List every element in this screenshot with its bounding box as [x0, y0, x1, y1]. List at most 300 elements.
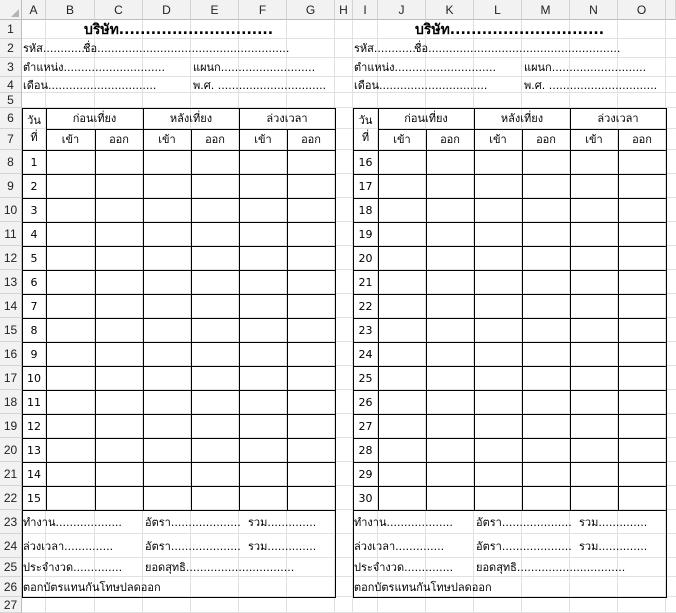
time-entry-cell[interactable] [570, 486, 618, 510]
time-entry-cell[interactable] [378, 366, 426, 390]
time-entry-cell[interactable] [46, 390, 95, 414]
clock-out-header: ออก [440, 133, 460, 146]
time-entry-cell[interactable] [95, 390, 143, 414]
time-entry-cell[interactable] [522, 246, 570, 270]
row-header-18[interactable]: 18 [0, 390, 22, 414]
time-entry-cell[interactable] [46, 438, 95, 462]
table-row-hline [353, 174, 666, 175]
time-entry-cell[interactable] [143, 294, 191, 318]
time-entry-cell[interactable] [474, 366, 522, 390]
time-entry-cell[interactable] [95, 414, 143, 438]
time-entry-cell[interactable] [191, 198, 239, 222]
time-entry-cell[interactable] [95, 174, 143, 198]
row-header-7[interactable]: 7 [0, 129, 22, 150]
department-label: แผนก........................... [193, 61, 316, 74]
overtime-header: ล่วงเวลา [266, 112, 308, 125]
column-header-m[interactable]: M [522, 0, 570, 20]
time-entry-cell[interactable] [474, 414, 522, 438]
table-vline [522, 129, 523, 510]
time-entry-cell[interactable] [474, 390, 522, 414]
day-number: 10 [27, 371, 41, 385]
time-entry-cell[interactable] [191, 414, 239, 438]
time-entry-cell[interactable] [618, 414, 666, 438]
row-header-12[interactable]: 12 [0, 246, 22, 270]
time-entry-cell[interactable] [239, 246, 287, 270]
row-header-23[interactable]: 23 [0, 510, 22, 534]
overtime-rate-label: อัตรา.................... [145, 539, 241, 553]
time-entry-cell[interactable] [474, 246, 522, 270]
time-entry-cell[interactable] [522, 318, 570, 342]
time-entry-cell[interactable] [426, 462, 474, 486]
time-entry-cell[interactable] [191, 222, 239, 246]
day-number: 18 [358, 203, 373, 217]
table-header-bottom [22, 150, 335, 151]
time-entry-cell[interactable] [474, 150, 522, 174]
table-border-bottom [353, 597, 667, 598]
time-entry-cell[interactable] [618, 174, 666, 198]
time-entry-cell[interactable] [95, 222, 143, 246]
overtime-rate-label: อัตรา.................... [476, 539, 572, 553]
time-entry-cell[interactable] [191, 342, 239, 366]
time-entry-cell[interactable] [426, 270, 474, 294]
row-header-6[interactable]: 6 [0, 108, 22, 129]
time-entry-cell[interactable] [46, 462, 95, 486]
time-entry-cell[interactable] [570, 246, 618, 270]
time-entry-cell[interactable] [191, 318, 239, 342]
time-entry-cell[interactable] [522, 150, 570, 174]
day-number: 11 [27, 395, 41, 409]
time-entry-cell[interactable] [239, 294, 287, 318]
afternoon-header: หลังเที่ยง [169, 112, 213, 125]
time-entry-cell[interactable] [570, 366, 618, 390]
table-footer-divider [353, 510, 667, 511]
time-entry-cell[interactable] [618, 222, 666, 246]
time-entry-cell[interactable] [287, 414, 335, 438]
time-entry-cell[interactable] [46, 198, 95, 222]
day-number: 1 [30, 155, 38, 169]
time-entry-cell[interactable] [287, 294, 335, 318]
time-entry-cell[interactable] [143, 246, 191, 270]
time-entry-cell[interactable] [474, 486, 522, 510]
time-entry-cell[interactable] [474, 198, 522, 222]
time-entry-cell[interactable] [287, 174, 335, 198]
time-entry-cell[interactable] [143, 174, 191, 198]
time-entry-cell[interactable] [378, 150, 426, 174]
warning-note: ตอกบัตรแทนกันโทษปลดออก [354, 580, 492, 594]
time-entry-cell[interactable] [378, 486, 426, 510]
time-entry-cell[interactable] [287, 342, 335, 366]
column-header-j[interactable]: J [378, 0, 426, 20]
table-row-hline [353, 390, 666, 391]
row-header-25[interactable]: 25 [0, 558, 22, 577]
table-row-hline [22, 438, 335, 439]
column-header-n[interactable]: N [570, 0, 618, 20]
time-entry-cell[interactable] [287, 198, 335, 222]
time-entry-cell[interactable] [239, 342, 287, 366]
time-entry-cell[interactable] [46, 318, 95, 342]
column-header-d[interactable]: D [143, 0, 191, 20]
time-entry-cell[interactable] [95, 294, 143, 318]
time-entry-cell[interactable] [95, 486, 143, 510]
day-header-2: ที่ [30, 131, 38, 144]
row-header-1[interactable]: 1 [0, 20, 22, 39]
table-row-hline [353, 462, 666, 463]
time-entry-cell[interactable] [426, 414, 474, 438]
row-header-4[interactable]: 4 [0, 77, 22, 93]
clock-in-header: เข้า [585, 133, 603, 146]
time-entry-cell[interactable] [191, 174, 239, 198]
row-header-21[interactable]: 21 [0, 462, 22, 486]
time-entry-cell[interactable] [191, 270, 239, 294]
time-entry-cell[interactable] [570, 390, 618, 414]
clock-out-header: ออก [301, 133, 321, 146]
time-entry-cell[interactable] [426, 174, 474, 198]
time-entry-cell[interactable] [426, 366, 474, 390]
table-row-hline [22, 270, 335, 271]
time-entry-cell[interactable] [378, 294, 426, 318]
time-entry-cell[interactable] [378, 462, 426, 486]
table-footer-divider [22, 510, 336, 511]
time-entry-cell[interactable] [522, 198, 570, 222]
day-number: 29 [358, 467, 373, 481]
time-entry-cell[interactable] [287, 390, 335, 414]
table-row-hline [353, 318, 666, 319]
pay-period-label: ประจำงวด.............. [23, 561, 123, 574]
row-header-9[interactable]: 9 [0, 174, 22, 198]
time-entry-cell[interactable] [378, 246, 426, 270]
time-entry-cell[interactable] [570, 438, 618, 462]
day-number: 23 [358, 323, 373, 337]
row-header-11[interactable]: 11 [0, 222, 22, 246]
time-entry-cell[interactable] [191, 246, 239, 270]
row-header-19[interactable]: 19 [0, 414, 22, 438]
time-entry-cell[interactable] [239, 150, 287, 174]
clock-out-header: ออก [205, 133, 225, 146]
time-entry-cell[interactable] [287, 486, 335, 510]
time-entry-cell[interactable] [191, 462, 239, 486]
time-entry-cell[interactable] [95, 318, 143, 342]
time-entry-cell[interactable] [474, 294, 522, 318]
clock-in-header: เข้า [254, 133, 272, 146]
time-entry-cell[interactable] [287, 462, 335, 486]
day-number: 27 [358, 419, 373, 433]
time-entry-cell[interactable] [46, 366, 95, 390]
time-entry-cell[interactable] [522, 390, 570, 414]
column-header-k[interactable]: K [426, 0, 474, 20]
row-header-14[interactable]: 14 [0, 294, 22, 318]
time-entry-cell[interactable] [522, 438, 570, 462]
time-entry-cell[interactable] [191, 438, 239, 462]
time-entry-cell[interactable] [522, 270, 570, 294]
time-entry-cell[interactable] [474, 174, 522, 198]
table-row-hline [22, 222, 335, 223]
time-entry-cell[interactable] [570, 342, 618, 366]
table-row-hline [22, 174, 335, 175]
table-vline [474, 108, 475, 510]
day-number: 8 [30, 323, 38, 337]
time-entry-cell[interactable] [239, 174, 287, 198]
table-row-hline [22, 342, 335, 343]
time-entry-cell[interactable] [426, 486, 474, 510]
time-entry-cell[interactable] [426, 318, 474, 342]
day-number: 4 [30, 227, 38, 241]
time-entry-cell[interactable] [95, 438, 143, 462]
time-entry-cell[interactable] [95, 342, 143, 366]
time-entry-cell[interactable] [143, 414, 191, 438]
clock-in-header: เข้า [489, 133, 507, 146]
day-number: 21 [358, 275, 373, 289]
time-entry-cell[interactable] [191, 486, 239, 510]
table-vline [239, 108, 240, 510]
time-entry-cell[interactable] [426, 294, 474, 318]
time-entry-cell[interactable] [426, 198, 474, 222]
time-entry-cell[interactable] [618, 150, 666, 174]
time-entry-cell[interactable] [287, 150, 335, 174]
time-entry-cell[interactable] [378, 414, 426, 438]
time-entry-cell[interactable] [378, 198, 426, 222]
time-entry-cell[interactable] [191, 150, 239, 174]
afternoon-header: หลังเที่ยง [500, 112, 544, 125]
row-header-16[interactable]: 16 [0, 342, 22, 366]
table-border-bottom [22, 597, 336, 598]
time-entry-cell[interactable] [618, 270, 666, 294]
morning-header: ก่อนเที่ยง [404, 112, 448, 125]
time-entry-cell[interactable] [287, 246, 335, 270]
time-entry-cell[interactable] [570, 462, 618, 486]
clock-in-header: เข้า [61, 133, 80, 146]
time-entry-cell[interactable] [474, 438, 522, 462]
column-header-l[interactable]: L [474, 0, 522, 20]
time-entry-cell[interactable] [239, 222, 287, 246]
time-entry-cell[interactable] [522, 342, 570, 366]
time-entry-cell[interactable] [143, 462, 191, 486]
time-entry-cell[interactable] [46, 486, 95, 510]
column-header-f[interactable]: F [239, 0, 287, 20]
day-number: 30 [358, 491, 373, 505]
time-entry-cell[interactable] [143, 438, 191, 462]
day-number: 3 [30, 203, 38, 217]
time-entry-cell[interactable] [143, 150, 191, 174]
table-border-top [353, 108, 667, 109]
company-title: บริษัท............................. [414, 21, 605, 38]
table-row-hline [353, 486, 666, 487]
time-entry-cell[interactable] [287, 366, 335, 390]
column-header-g[interactable]: G [287, 0, 335, 20]
time-entry-cell[interactable] [570, 270, 618, 294]
day-number: 22 [358, 299, 373, 313]
time-entry-cell[interactable] [239, 486, 287, 510]
row-header-20[interactable]: 20 [0, 438, 22, 462]
row-header-10[interactable]: 10 [0, 198, 22, 222]
time-entry-cell[interactable] [143, 222, 191, 246]
overtime-total-label: รวม.............. [579, 539, 648, 553]
time-entry-cell[interactable] [378, 438, 426, 462]
row-header-27[interactable]: 27 [0, 597, 22, 613]
time-entry-cell[interactable] [95, 198, 143, 222]
time-entry-cell[interactable] [143, 198, 191, 222]
time-entry-cell[interactable] [618, 294, 666, 318]
time-entry-cell[interactable] [522, 222, 570, 246]
time-entry-cell[interactable] [378, 270, 426, 294]
time-entry-cell[interactable] [239, 198, 287, 222]
time-entry-cell[interactable] [522, 462, 570, 486]
time-entry-cell[interactable] [46, 150, 95, 174]
time-entry-cell[interactable] [46, 414, 95, 438]
row-header-2[interactable]: 2 [0, 39, 22, 58]
table-vline [378, 108, 379, 510]
time-entry-cell[interactable] [287, 270, 335, 294]
table-border-right [666, 108, 667, 598]
column-header-h[interactable]: H [335, 0, 353, 20]
time-entry-cell[interactable] [239, 318, 287, 342]
time-entry-cell[interactable] [287, 222, 335, 246]
row-header-5[interactable]: 5 [0, 93, 22, 108]
time-entry-cell[interactable] [46, 174, 95, 198]
day-number: 2 [30, 179, 38, 193]
column-header-o[interactable]: O [618, 0, 666, 20]
time-entry-cell[interactable] [46, 222, 95, 246]
time-entry-cell[interactable] [570, 174, 618, 198]
time-entry-cell[interactable] [618, 390, 666, 414]
time-entry-cell[interactable] [570, 294, 618, 318]
time-entry-cell[interactable] [143, 342, 191, 366]
time-entry-cell[interactable] [426, 150, 474, 174]
table-row-hline [353, 414, 666, 415]
table-row-hline [22, 414, 335, 415]
row-header-22[interactable]: 22 [0, 486, 22, 510]
overtime-total-label: รวม.............. [248, 539, 317, 553]
time-entry-cell[interactable] [474, 270, 522, 294]
work-label: ทำงาน................... [354, 515, 453, 529]
table-row-hline [353, 342, 666, 343]
time-entry-cell[interactable] [95, 462, 143, 486]
rate-label: อัตรา.................... [145, 515, 241, 529]
time-entry-cell[interactable] [426, 222, 474, 246]
warning-note: ตอกบัตรแทนกันโทษปลดออก [23, 580, 161, 594]
select-all-corner[interactable] [0, 0, 22, 20]
time-entry-cell[interactable] [426, 246, 474, 270]
time-entry-cell[interactable] [474, 318, 522, 342]
row-header-24[interactable]: 24 [0, 534, 22, 558]
row-header-15[interactable]: 15 [0, 318, 22, 342]
table-row-hline [353, 198, 666, 199]
time-entry-cell[interactable] [143, 318, 191, 342]
table-row-hline [353, 222, 666, 223]
time-entry-cell[interactable] [522, 486, 570, 510]
time-entry-cell[interactable] [570, 150, 618, 174]
table-row-hline [22, 294, 335, 295]
time-entry-cell[interactable] [522, 174, 570, 198]
time-entry-cell[interactable] [46, 342, 95, 366]
time-entry-cell[interactable] [618, 342, 666, 366]
time-entry-cell[interactable] [191, 390, 239, 414]
table-border-top [22, 108, 336, 109]
time-entry-cell[interactable] [378, 390, 426, 414]
time-entry-cell[interactable] [570, 318, 618, 342]
time-entry-cell[interactable] [95, 270, 143, 294]
time-entry-cell[interactable] [191, 366, 239, 390]
table-row-hline [22, 486, 335, 487]
time-entry-cell[interactable] [474, 462, 522, 486]
time-entry-cell[interactable] [618, 366, 666, 390]
time-entry-cell[interactable] [143, 270, 191, 294]
time-entry-cell[interactable] [287, 438, 335, 462]
time-entry-cell[interactable] [474, 342, 522, 366]
company-title: บริษัท............................. [83, 21, 274, 38]
time-entry-cell[interactable] [426, 342, 474, 366]
time-entry-cell[interactable] [95, 150, 143, 174]
day-header: วัน [27, 114, 41, 127]
time-entry-cell[interactable] [46, 246, 95, 270]
time-entry-cell[interactable] [287, 318, 335, 342]
time-entry-cell[interactable] [143, 366, 191, 390]
time-entry-cell[interactable] [378, 174, 426, 198]
row-header-13[interactable]: 13 [0, 270, 22, 294]
time-entry-cell[interactable] [46, 270, 95, 294]
time-entry-cell[interactable] [239, 390, 287, 414]
row-header-17[interactable]: 17 [0, 366, 22, 390]
table-row-hline [22, 318, 335, 319]
time-entry-cell[interactable] [618, 318, 666, 342]
row-header-8[interactable]: 8 [0, 150, 22, 174]
column-header-c[interactable]: C [95, 0, 143, 20]
time-entry-cell[interactable] [618, 462, 666, 486]
column-header-i[interactable]: I [353, 0, 378, 20]
time-entry-cell[interactable] [378, 318, 426, 342]
position-label: ตำแหน่ง............................. [23, 61, 165, 74]
table-row-hline [353, 270, 666, 271]
time-entry-cell[interactable] [570, 414, 618, 438]
time-entry-cell[interactable] [239, 270, 287, 294]
time-entry-cell[interactable] [143, 486, 191, 510]
time-entry-cell[interactable] [570, 198, 618, 222]
row-header-26[interactable]: 26 [0, 577, 22, 597]
time-entry-cell[interactable] [618, 486, 666, 510]
time-entry-cell[interactable] [378, 222, 426, 246]
table-border-left [353, 108, 354, 597]
time-entry-cell[interactable] [95, 366, 143, 390]
table-row-hline [353, 246, 666, 247]
time-entry-cell[interactable] [46, 294, 95, 318]
time-entry-cell[interactable] [426, 390, 474, 414]
column-header-a[interactable]: A [22, 0, 46, 20]
time-entry-cell[interactable] [95, 246, 143, 270]
time-entry-cell[interactable] [522, 366, 570, 390]
column-header-b[interactable]: B [46, 0, 95, 20]
column-header-partial[interactable] [666, 0, 676, 20]
time-entry-cell[interactable] [618, 198, 666, 222]
time-entry-cell[interactable] [378, 342, 426, 366]
time-entry-cell[interactable] [570, 222, 618, 246]
day-header: วัน [358, 114, 373, 127]
row-header-3[interactable]: 3 [0, 58, 22, 77]
time-entry-cell[interactable] [474, 222, 522, 246]
table-vline [426, 129, 427, 510]
time-entry-cell[interactable] [239, 438, 287, 462]
time-entry-cell[interactable] [143, 390, 191, 414]
time-entry-cell[interactable] [522, 294, 570, 318]
time-entry-cell[interactable] [239, 462, 287, 486]
time-entry-cell[interactable] [191, 294, 239, 318]
time-entry-cell[interactable] [618, 438, 666, 462]
time-entry-cell[interactable] [239, 366, 287, 390]
time-entry-cell[interactable] [522, 414, 570, 438]
employee-name-label: ชื่อ....................................................... [414, 42, 621, 55]
time-entry-cell[interactable] [239, 414, 287, 438]
time-entry-cell[interactable] [618, 246, 666, 270]
column-header-e[interactable]: E [191, 0, 239, 20]
time-entry-cell[interactable] [426, 438, 474, 462]
